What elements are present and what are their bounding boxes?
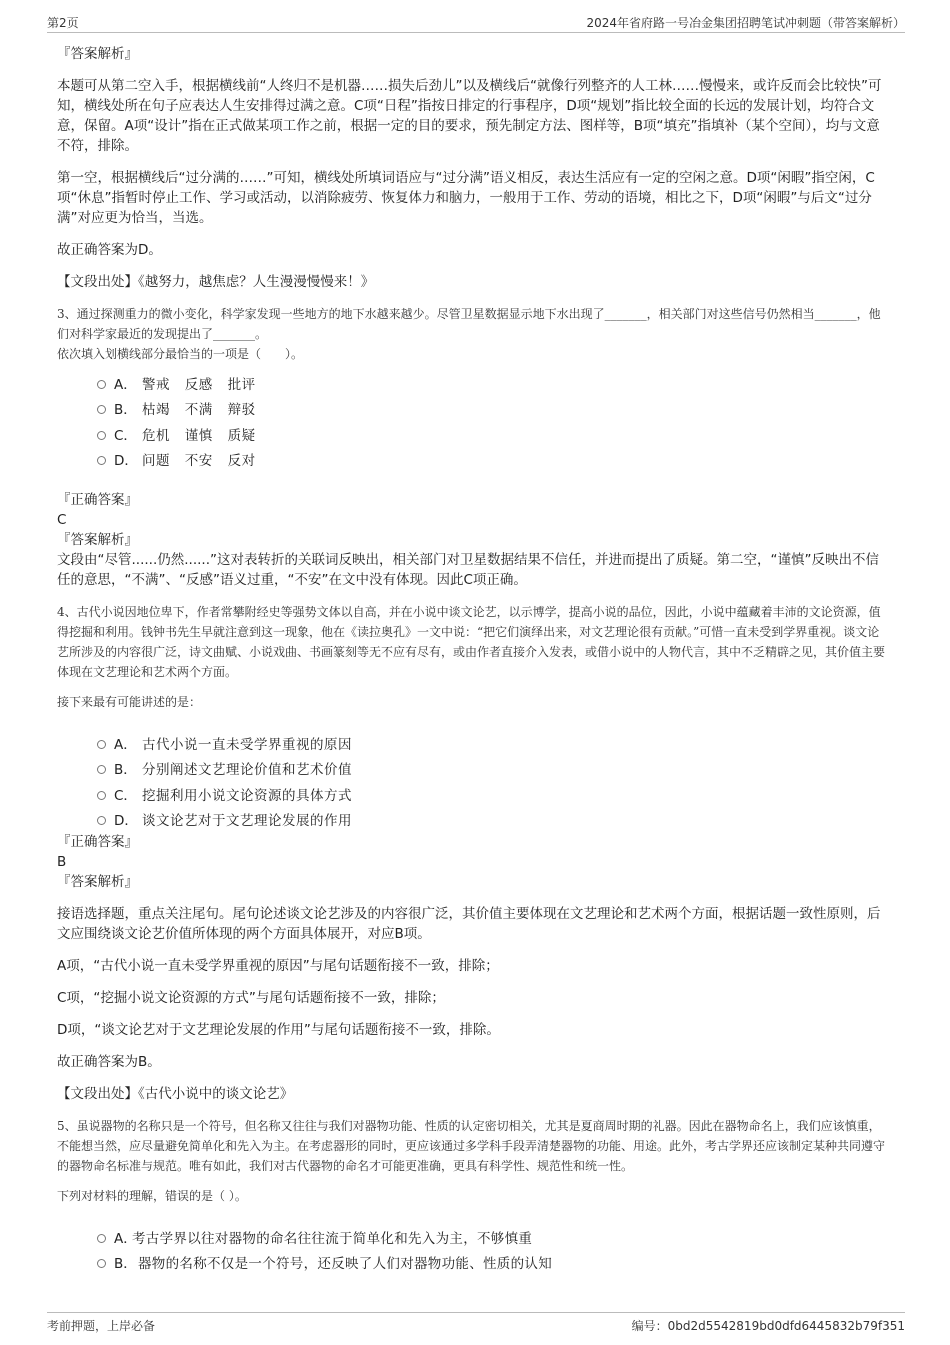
option-key: D． xyxy=(114,813,138,830)
footer-serial-number: 编号：0bd2d5542819bd0dfd6445832b79f351 xyxy=(631,1318,905,1333)
radio-icon[interactable] xyxy=(97,740,106,749)
option-text: 分别阐述文艺理论价值和艺术价值 xyxy=(142,762,352,779)
page-footer xyxy=(47,1312,905,1335)
option-text: 考古学界以往对器物的命名往往流于简单化和先入为主，不够慎重 xyxy=(132,1230,533,1247)
option-text: 谈文论艺对于文艺理论发展的作用 xyxy=(142,813,352,830)
option-b[interactable] xyxy=(97,396,891,422)
option-a[interactable] xyxy=(97,370,891,396)
footer-slogan: 考前押题，上岸必备 xyxy=(47,1318,156,1333)
radio-icon[interactable] xyxy=(97,791,106,800)
analysis-conclusion: 故正确答案为D。 xyxy=(57,242,162,258)
option-key: C． xyxy=(114,787,137,804)
option-b[interactable] xyxy=(97,756,891,782)
option-text: 问题 不安 反对 xyxy=(142,453,256,470)
question-4 xyxy=(57,602,891,1104)
correct-answer-label: 『正确答案』 xyxy=(57,492,138,508)
analysis-paragraph: 第一空，根据横线后“过分满的……”可知，横线处所填词语应与“过分满”语义相反，表达生活应有一定的空闲之意。D项“闲暇”指空闲，C项“休息”指暂时停止工作、学习或活动，以消除疲劳、恢复体力和脑力，一般用于工作、劳动的语境，相比之下，D项“闲暇”与后文“过分满”对应更为恰当，当选。 xyxy=(57,170,875,226)
analysis-paragraph: A项，“古代小说一直未受学界重视的原因”与尾句话题衔接不一致，排除； xyxy=(57,958,499,974)
correct-answer: B xyxy=(57,854,67,870)
analysis-label: 『答案解析』 xyxy=(57,532,138,548)
radio-icon[interactable] xyxy=(97,1259,106,1268)
analysis-paragraph: C项，“挖掘小说文论资源的方式”与尾句话题衔接不一致，排除； xyxy=(57,990,445,1006)
header-title: 2024年省府路一号冶金集团招聘笔试冲刺题（带答案解析） xyxy=(586,15,905,30)
page-header xyxy=(47,12,905,33)
source-citation: 【文段出处】《越努力，越焦虑？人生漫漫慢慢来！》 xyxy=(57,274,375,290)
question-stem: 5、虽说器物的名称只是一个符号，但名称又往往与我们对器物功能、性质的认定密切相关，尤其是夏商周时期的礼器。因此在器物命名上，我们应该慎重，不能想当然，应尽量避免简单化和先入为主。在考虑器形的同时，更应该通过多学科手段弄清楚器物的功能、用途。此外，考古学界还应该制定某种共同遵守的器物命名标准与规范。唯有如此，我们对古代器物的命名才可能更准确，更具有科学性、规范性和统一性。 xyxy=(57,1119,886,1173)
question-stem: 4、古代小说因地位卑下，作者常攀附经史等强势文体以自高，并在小说中谈文论艺，以示博学，提高小说的品位，因此，小说中蕴藏着丰沛的文论资源，值得挖掘和利用。钱钟书先生早就注意到这一现象，他在《读拉奥孔》一文中说：“把它们演绎出来，对文艺理论很有贡献。”可惜一直未受到学界重视。谈文论艺所涉及的内容很广泛，诗文曲赋、小说戏曲、书画篆刻等无不应有尽有，或由作者直接介入发表，或借小说中的人物代言，其中不乏精辟之见，其价值主要体现在文艺理论和艺术两个方面。 xyxy=(57,605,886,679)
radio-icon[interactable] xyxy=(97,456,106,465)
header-page-number: 第2页 xyxy=(47,15,79,30)
option-key: A． xyxy=(114,376,137,393)
option-list xyxy=(97,370,891,472)
analysis-paragraph: D项，“谈文论艺对于文艺理论发展的作用”与尾句话题衔接不一致，排除。 xyxy=(57,1022,500,1038)
option-text: 警戒 反感 批评 xyxy=(142,376,256,393)
analysis-paragraph: 文段由“尽管......仍然......”这对表转折的关联词反映出，相关部门对卫星数据结果不信任，并进而提出了质疑。第二空，“谨慎”反映出不信任的意思，“不满”、“反感”语义过重，“不安”在文中没有体现。因此C项正确。 xyxy=(57,552,879,588)
option-key: B． xyxy=(114,762,137,779)
option-c[interactable] xyxy=(97,421,891,447)
question-3 xyxy=(57,304,891,590)
question-stem: 3、通过探测重力的微小变化，科学家发现一些地方的地下水越来越少。尽管卫星数据显示地下水出现了_______，相关部门对这些信号仍然相当_______，他们对科学家最近的发现提出了_______。 xyxy=(57,307,881,341)
option-text: 枯竭 不满 辩驳 xyxy=(142,402,256,419)
analysis-conclusion: 故正确答案为B。 xyxy=(57,1054,161,1070)
source-citation: 【文段出处】《古代小说中的谈文论艺》 xyxy=(57,1086,294,1102)
radio-icon[interactable] xyxy=(97,1234,106,1243)
option-text: 古代小说一直未受学界重视的原因 xyxy=(142,736,352,753)
option-d[interactable] xyxy=(97,807,891,833)
correct-answer: C xyxy=(57,512,67,528)
option-list xyxy=(97,1224,891,1275)
radio-icon[interactable] xyxy=(97,765,106,774)
analysis-label: 『答案解析』 xyxy=(57,46,138,62)
option-key: B． xyxy=(114,1256,137,1273)
question-prompt: 接下来最有可能讲述的是： xyxy=(57,695,202,709)
radio-icon[interactable] xyxy=(97,816,106,825)
option-text: 危机 谨慎 质疑 xyxy=(142,427,256,444)
analysis-paragraph: 本题可从第二空入手，根据横线前“人终归不是机器……损失后劲儿”以及横线后“就像行列整齐的人工林……慢慢来，或许反而会比较快”可知，横线处所在句子应表达人生安排得过满之意。C项“日程”指按日排定的行事程序，D项“规划”指比较全面的长远的发展计划，均符合文意，保留。A项“设计”指在正式做某项工作之前，根据一定的目的要求，预先制定方法、图样等，B项“填充”指填补（某个空间），均与文意不符，排除。 xyxy=(57,78,882,154)
question-prompt: 下列对材料的理解，错误的是（ ）。 xyxy=(57,1189,247,1203)
prev-question-analysis xyxy=(57,44,891,292)
option-key: D． xyxy=(114,453,138,470)
option-a[interactable] xyxy=(97,730,891,756)
option-list xyxy=(97,730,891,832)
question-5 xyxy=(57,1116,891,1275)
option-key: A． xyxy=(114,1230,137,1247)
option-text: 挖掘利用小说文论资源的具体方式 xyxy=(142,787,352,804)
page-content xyxy=(57,44,891,1275)
option-key: A． xyxy=(114,736,137,753)
analysis-label: 『答案解析』 xyxy=(57,874,138,890)
option-text: 器物的名称不仅是一个符号，还反映了人们对器物功能、性质的认知 xyxy=(138,1256,552,1273)
radio-icon[interactable] xyxy=(97,431,106,440)
option-key: C． xyxy=(114,427,137,444)
correct-answer-label: 『正确答案』 xyxy=(57,834,138,850)
option-a[interactable] xyxy=(97,1224,891,1250)
question-prompt: 依次填入划横线部分最恰当的一项是（ ）。 xyxy=(57,347,304,361)
radio-icon[interactable] xyxy=(97,405,106,414)
radio-icon[interactable] xyxy=(97,380,106,389)
analysis-paragraph: 接语选择题，重点关注尾句。尾句论述谈文论艺涉及的内容很广泛，其价值主要体现在文艺理论和艺术两个方面，根据话题一致性原则，后文应围绕谈文论艺价值所体现的两个方面具体展开，对应B项。 xyxy=(57,906,881,942)
option-b[interactable] xyxy=(97,1250,891,1276)
option-key: B． xyxy=(114,402,137,419)
option-c[interactable] xyxy=(97,781,891,807)
option-d[interactable] xyxy=(97,447,891,473)
